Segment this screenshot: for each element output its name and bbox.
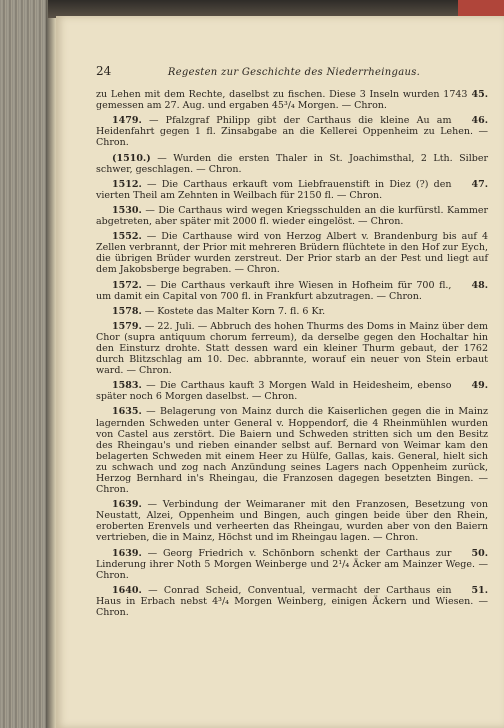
entry — [96, 321, 488, 376]
entry-text: — Die Carthaus wird wegen Kriegsschulden an die kurfürstl. Kammer abgetreten, aber später mit 2000 fl. wieder eingelöst. — Chron. — [96, 204, 488, 228]
entry — [96, 499, 488, 543]
entry — [96, 205, 488, 227]
entry-text: — Wurden die ersten Thaler in St. Joachimsthal, 2 Lth. Silber schwer, geschlagen. — Chron. — [96, 152, 488, 175]
entry — [96, 306, 488, 317]
entry-text: — 22. Juli. — Abbruch des hohen Thurms des Doms in Mainz über dem Chor (supra antiquum chorum ferreum), da derselbe gegen den Hochaltar hin den Einsturz drohte. Statt dessen ward ein kleiner Thurm gebaut, der 1762 durch Blitzschlag am 10. Dec. abbrannte, worauf ein neuer von Stein erbaut ward. — Chron. — [96, 320, 488, 377]
entry-text: — Die Carthaus verkauft ihre Wiesen in Hofheim für 700 fl., um damit ein Capital von 700 fl. in Frankfurt abzutragen. — Chron. — [96, 279, 452, 302]
entry-text: — Belagerung von Mainz durch die Kaiserlichen gegen die in Mainz lagernden Schweden unter General v. Hoppendorf, die 4 Rheinmühlen wurden von Castel aus zerstört. Die Baiern und Schweden stritten sich um den Besitz des Rheingau's und rieben einander selbst auf. Bernard von Weimar kam den belagerten Schweden mit einem Heer zu Hülfe, Gallas, kais. General, hielt sich zu schwach und zog nach Anzündung seines Lagers nach Oppenheim zurück, Herzog Bernhard in's Rheingau, die Franzosen dagegen besetzten Bingen. — Chron. — [96, 406, 488, 496]
entry — [96, 548, 488, 581]
entry-year: 1640. — [112, 584, 142, 596]
entry-text: — Conrad Scheid, Conventual, vermacht der Carthaus ein Haus in Erbach nebst 4³/₄ Morgen Weinberg, einigen Äckern und Wiesen. — Chron. — [96, 584, 488, 619]
entry-year: 1530. — [112, 204, 142, 216]
entry — [96, 179, 488, 201]
entry-year: 1512. — [112, 178, 142, 190]
entry — [96, 89, 488, 111]
entry-text: zu Lehen mit dem Rechte, daselbst zu fischen. Diese 3 Inseln wurden 1743 gemessen am 27. Aug. und ergaben 45³/₄ Morgen. — Chron. — [96, 89, 468, 112]
entry-year: 1479. — [112, 115, 142, 127]
book-binding — [0, 0, 48, 728]
entry-reference-number: 51. — [471, 584, 488, 596]
entry — [96, 380, 488, 402]
entry — [96, 115, 488, 148]
entry — [96, 406, 488, 495]
entry-reference-number: 49. — [471, 380, 488, 392]
entry-reference-number: 47. — [471, 178, 488, 190]
running-title: Regesten zur Geschichte des Niederrheingaus. — [167, 67, 421, 78]
entry-text: — Kostete das Malter Korn 7. fl. 6 Kr. — [144, 305, 326, 317]
entry-year: 1552. — [112, 231, 142, 243]
page-number: 24 — [96, 64, 112, 78]
entry — [96, 280, 488, 302]
entry-list — [96, 89, 488, 618]
entry-year: (1510.) — [112, 152, 151, 164]
entry-year: 1572. — [112, 279, 142, 291]
entry-year: 1639. — [112, 499, 142, 511]
entry-text: — Die Carthaus kauft 3 Morgen Wald in Heidesheim, ebenso später noch 6 Morgen daselbst. — Chron. — [96, 380, 452, 403]
entry-year: 1639. — [112, 547, 142, 559]
entry-year: 1583. — [112, 380, 142, 392]
entry — [96, 231, 488, 275]
entry-reference-number: 45. — [471, 89, 488, 101]
entry-reference-number: 48. — [471, 279, 488, 291]
red-bookmark — [458, 0, 504, 16]
entry — [96, 153, 488, 175]
entry-text: — Verbindung der Weimaraner mit den Franzosen, Besetzung von Neustatt, Alzei, Oppenheim und Bingen, auch gingen beide über den Rhein, eroberten Erenvels und verheerten das Rheingau, wurden aber von den Baiern vertrieben, die in Mainz, Höchst und im Rheingau lagen. — Chron. — [96, 499, 488, 544]
entry-reference-number: 50. — [471, 547, 488, 559]
entry-text: — Georg Friedrich v. Schönborn schenkt der Carthaus zur Linderung ihrer Noth 5 Morgen Weinberge und 2¹/₄ Äcker am Mainzer Wege. — Chron. — [96, 547, 488, 581]
page-content — [96, 66, 488, 622]
page-gutter — [46, 0, 56, 728]
entry-year: 1635. — [112, 406, 142, 418]
entry-year: 1579. — [112, 320, 142, 332]
entry-reference-number: 46. — [471, 115, 488, 127]
entry-year: 1578. — [112, 305, 142, 317]
entry-text: — Die Carthause wird von Herzog Albert v. Brandenburg bis auf 4 Zellen verbrannt, der Prior mit mehreren Brüdern flüchtete in den Hof zur Eych, die übrigen Brüder wurden zerstreut. Der Prior starb an der Pest und liegt auf dem Jakobsberge begraben. — Chron. — [96, 231, 488, 276]
entry-text: — Pfalzgraf Philipp gibt der Carthaus die kleine Au am Heidenfahrt gegen 1 fl. Zinsabgabe an die Kellerei Oppenheim zu Lehen. — Chron. — [96, 115, 488, 149]
entry — [96, 585, 488, 618]
page-header — [96, 66, 488, 78]
entry-text: — Die Carthaus erkauft vom Liebfrauenstift in Diez (?) den vierten Theil am Zehnten in Weilbach für 2150 fl. — Chron. — [96, 178, 452, 201]
